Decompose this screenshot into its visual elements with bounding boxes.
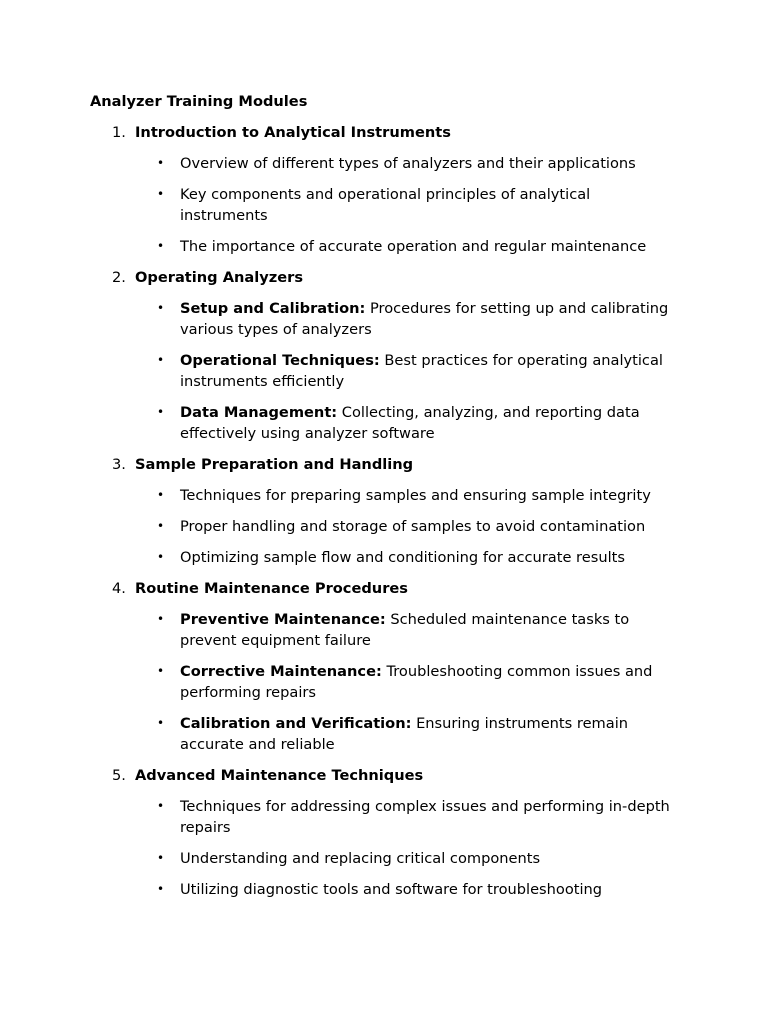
bullet-lead: Setup and Calibration: bbox=[180, 300, 366, 317]
bullet-item bbox=[135, 661, 670, 703]
bullet-text: Techniques for preparing samples and ensuring sample integrity bbox=[180, 487, 651, 504]
module-item bbox=[90, 765, 678, 900]
bullet-text: Utilizing diagnostic tools and software for troubleshooting bbox=[180, 881, 603, 898]
bullet-item bbox=[135, 879, 670, 900]
bullet-text: Troubleshooting common issues and performing repairs bbox=[180, 663, 653, 701]
module-number: 4. bbox=[112, 580, 126, 597]
bullet-icon: • bbox=[157, 851, 165, 865]
bullet-icon: • bbox=[157, 716, 165, 730]
bullet-lead: Preventive Maintenance: bbox=[180, 611, 386, 628]
bullet-text: Optimizing sample flow and conditioning for accurate results bbox=[180, 549, 625, 566]
module-number: 3. bbox=[112, 456, 126, 473]
bullet-icon: • bbox=[157, 664, 165, 678]
module-item bbox=[90, 454, 678, 568]
module-title: Routine Maintenance Procedures bbox=[135, 580, 408, 597]
bullet-text: Collecting, analyzing, and reporting data effectively using analyzer software bbox=[180, 404, 640, 442]
bullet-icon: • bbox=[157, 882, 165, 896]
bullet-list bbox=[135, 153, 678, 257]
bullet-item bbox=[135, 153, 670, 174]
bullet-text: Scheduled maintenance tasks to prevent equipment failure bbox=[180, 611, 630, 649]
bullet-item bbox=[135, 485, 670, 506]
module-title: Sample Preparation and Handling bbox=[135, 456, 414, 473]
bullet-text: Understanding and replacing critical components bbox=[180, 850, 541, 867]
bullet-text: Techniques for addressing complex issues and performing in-depth repairs bbox=[180, 798, 670, 836]
bullet-list bbox=[135, 485, 678, 568]
bullet-lead: Corrective Maintenance: bbox=[180, 663, 382, 680]
bullet-text: Proper handling and storage of samples to avoid contamination bbox=[180, 518, 646, 535]
bullet-item bbox=[135, 609, 670, 651]
bullet-list bbox=[135, 796, 678, 900]
bullet-item bbox=[135, 547, 670, 568]
bullet-item bbox=[135, 236, 670, 257]
module-title: Advanced Maintenance Techniques bbox=[135, 767, 424, 784]
bullet-item bbox=[135, 298, 670, 340]
module-item bbox=[90, 578, 678, 755]
module-title: Introduction to Analytical Instruments bbox=[135, 124, 451, 141]
bullet-lead: Calibration and Verification: bbox=[180, 715, 412, 732]
bullet-text: The importance of accurate operation and regular maintenance bbox=[180, 238, 647, 255]
bullet-text: Ensuring instruments remain accurate and reliable bbox=[180, 715, 629, 753]
bullet-text: Overview of different types of analyzers and their applications bbox=[180, 155, 636, 172]
bullet-icon: • bbox=[157, 156, 165, 170]
bullet-item bbox=[135, 848, 670, 869]
bullet-icon: • bbox=[157, 550, 165, 564]
bullet-list bbox=[135, 298, 678, 444]
bullet-icon: • bbox=[157, 612, 165, 626]
bullet-icon: • bbox=[157, 239, 165, 253]
bullet-icon: • bbox=[157, 519, 165, 533]
bullet-lead: Data Management: bbox=[180, 404, 338, 421]
bullet-item bbox=[135, 184, 670, 226]
document-title: Analyzer Training Modules bbox=[90, 93, 308, 110]
bullet-icon: • bbox=[157, 187, 165, 201]
module-number: 5. bbox=[112, 767, 126, 784]
bullet-icon: • bbox=[157, 353, 165, 367]
bullet-item bbox=[135, 796, 670, 838]
bullet-item bbox=[135, 516, 670, 537]
bullet-icon: • bbox=[157, 488, 165, 502]
bullet-lead: Operational Techniques: bbox=[180, 352, 380, 369]
bullet-icon: • bbox=[157, 799, 165, 813]
bullet-icon: • bbox=[157, 405, 165, 419]
module-item bbox=[90, 122, 678, 257]
module-number: 2. bbox=[112, 269, 126, 286]
bullet-item bbox=[135, 402, 670, 444]
module-title: Operating Analyzers bbox=[135, 269, 304, 286]
bullet-item bbox=[135, 713, 670, 755]
bullet-text: Key components and operational principles of analytical instruments bbox=[180, 186, 591, 224]
bullet-item bbox=[135, 350, 670, 392]
bullet-list bbox=[135, 609, 678, 755]
module-list bbox=[90, 122, 678, 900]
module-item bbox=[90, 267, 678, 444]
bullet-text: Procedures for setting up and calibrating various types of analyzers bbox=[180, 300, 669, 338]
module-number: 1. bbox=[112, 124, 126, 141]
bullet-text: Best practices for operating analytical instruments efficiently bbox=[180, 352, 663, 390]
bullet-icon: • bbox=[157, 301, 165, 315]
